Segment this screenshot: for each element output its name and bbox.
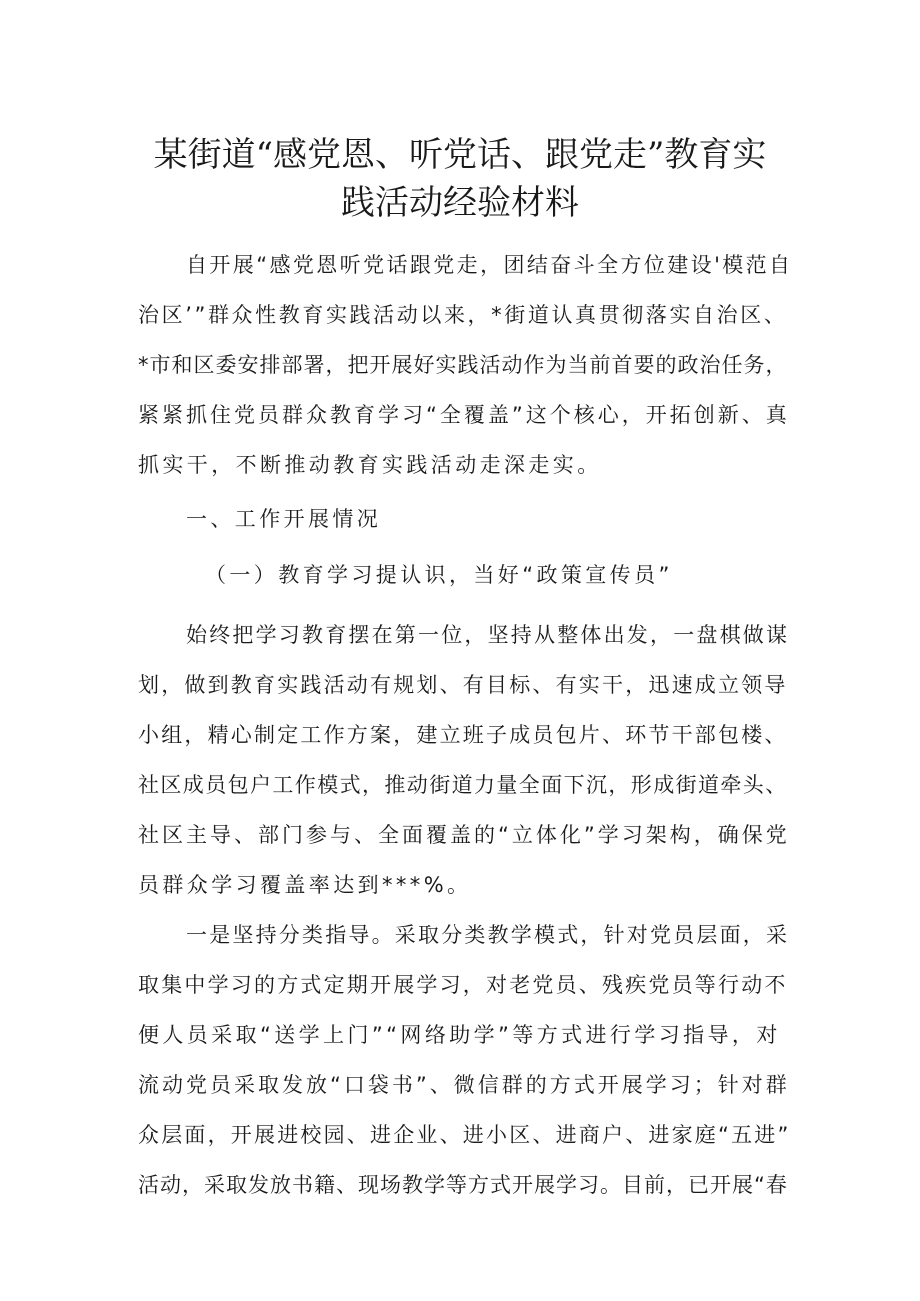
intro-line: 紧紧抓住党员群众教育学习“全覆盖”这个核心，开拓创新、真	[138, 403, 790, 427]
intro-line: 自开展“感党恩听党话跟党走，团结奋斗全方位建设'模范自	[186, 253, 793, 277]
document-title-line-1: 某街道“感党恩、听党话、跟党走”教育实	[153, 135, 767, 175]
paragraph-line: 取集中学习的方式定期开展学习，对老党员、残疾党员等行动不	[138, 973, 788, 997]
section-heading: 一、工作开展情况	[186, 507, 382, 531]
paragraph-line: 流动党员采取发放“口袋书”、微信群的方式开展学习；针对群	[138, 1073, 790, 1097]
paragraph-line: 一是坚持分类指导。采取分类教学模式，针对党员层面，采	[186, 923, 790, 947]
paragraph-line: 小组，精心制定工作方案，建立班子成员包片、环节干部包楼、	[138, 723, 788, 747]
intro-line: *市和区委安排部署，把开展好实践活动作为当前首要的政治任务，	[138, 353, 788, 377]
paragraph-line: 活动，采取发放书籍、现场教学等方式开展学习。目前，已开展“春	[138, 1173, 788, 1197]
paragraph-line: 社区成员包户工作模式，推动街道力量全面下沉，形成街道牵头、	[138, 773, 788, 797]
intro-line: 治区’”群众性教育实践活动以来，*街道认真贯彻落实自治区、	[138, 303, 788, 327]
document-title-line-2: 践活动经验材料	[341, 183, 579, 223]
paragraph-line: 员群众学习覆盖率达到***%。	[138, 873, 472, 897]
subsection-heading: （一）教育学习提认识，当好“政策宣传员”	[205, 563, 673, 587]
paragraph-line: 划，做到教育实践活动有规划、有目标、有实干，迅速成立领导	[138, 673, 788, 697]
paragraph-line: 便人员采取“送学上门”“网络助学”等方式进行学习指导，对	[138, 1023, 781, 1047]
intro-line: 抓实干，不断推动教育实践活动走深走实。	[138, 453, 602, 477]
paragraph-line: 始终把学习教育摆在第一位，坚持从整体出发，一盘棋做谋	[186, 623, 790, 647]
paragraph-line: 社区主导、部门参与、全面覆盖的“立体化”学习架构，确保党	[138, 823, 790, 847]
paragraph-line: 众层面，开展进校园、进企业、进小区、进商户、进家庭“五进”	[138, 1123, 791, 1147]
